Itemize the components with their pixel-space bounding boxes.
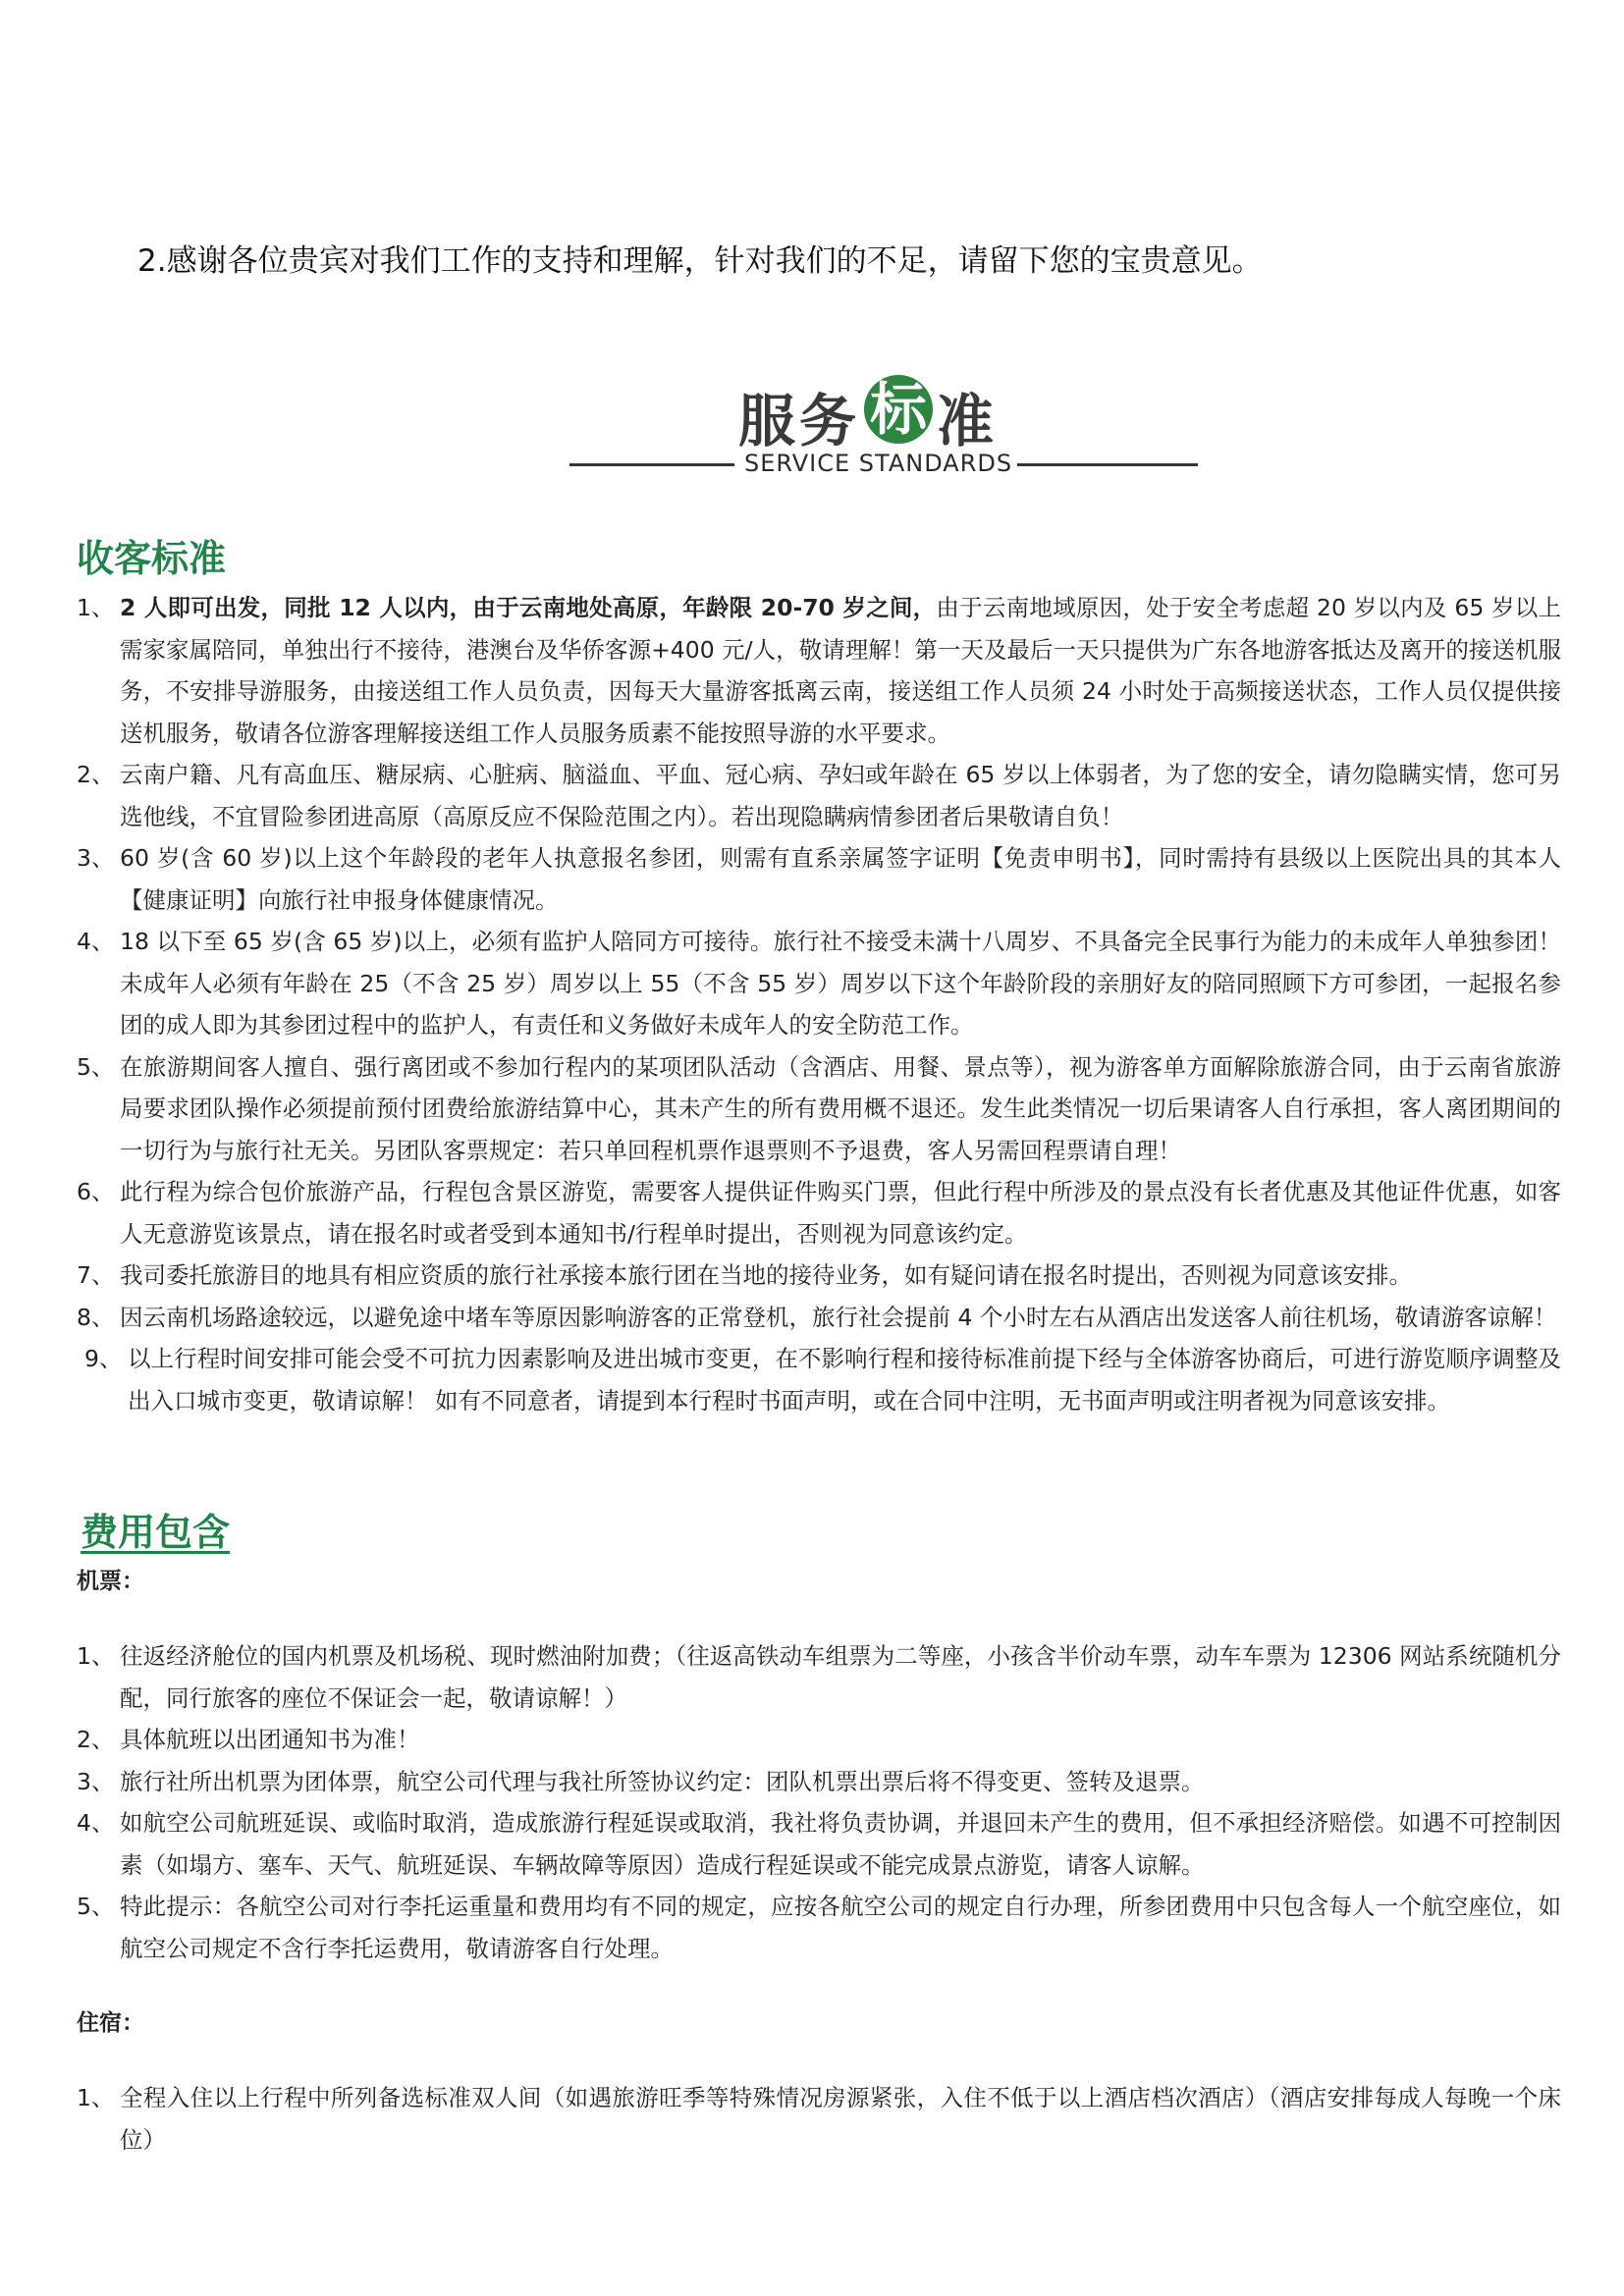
subsection-label-air: 机票： [77,1569,144,1594]
item-text: 因云南机场路途较远，以避免途中堵车等原因影响游客的正常登机，旅行社会提前 4 个小时左右从酒店出发送客人前往机场，敬请游客谅解！ [120,1303,1557,1331]
list-item [77,921,1561,1046]
item-number: 2、 [77,1726,115,1753]
item-number: 4、 [77,928,115,955]
item-text: 云南户籍、凡有高血压、糖尿病、心脏病、脑溢血、平血、冠心病、孕妇或年龄在 65 岁以上体弱者，为了您的安全，请勿隐瞒实情，您可另选他线，不宜冒险参团进高原（高原反应不保险范围之内）。若出现隐瞒病情参团者后果敬请自负！ [120,761,1561,830]
item-text: 旅行社所出机票为团体票，航空公司代理与我社所签协议约定：团队机票出票后将不得变更、签转及退票。 [120,1767,1205,1795]
item-number: 1、 [77,1642,115,1670]
item-number: 9、 [84,1345,123,1372]
list-item [77,1886,1561,1969]
item-number: 2、 [77,761,115,788]
list-item [77,1046,1561,1172]
item-number: 5、 [77,1052,115,1081]
service-standards-logo [569,373,1198,481]
item-number: 8、 [77,1303,115,1331]
section-title-reception: 收客标准 [77,537,227,580]
logo-divider-right [1017,463,1198,466]
item-text: 此行程为综合包价旅游产品，行程包含景区游览，需要客人提供证件购买门票，但此行程中所涉及的景点没有长者优惠及其他证件优惠，如客人无意游览该景点，请在报名时或者受到本通知书/行程单时提出，否则视为同意该约定。 [120,1178,1561,1248]
item-text: 全程入住以上行程中所列备选标准双人间（如遇旅游旺季等特殊情况房源紧张，入住不低于以上酒店档次酒店）（酒店安排每成人每晚一个床位） [120,2084,1561,2154]
item-text: 往返经济舱位的国内机票及机场税、现时燃油附加费；（往返高铁动车组票为二等座，小孩含半价动车票，动车车票为 12306 网站系统随机分配，同行旅客的座位不保证会一起，敬请谅解！） [120,1642,1561,1712]
list-item [77,2077,1561,2161]
logo-text-pre: 服务 [738,388,861,454]
section-title-included: 费用包含 [81,1511,231,1554]
list-item [77,1802,1561,1886]
item-number: 3、 [77,1767,115,1795]
list-item [77,1761,1561,1803]
logo-divider-left [569,463,734,466]
item-text: 60 岁(含 60 岁)以上这个年龄段的老年人执意报名参团，则需有直系亲属签字证明【免责申明书】，同时需持有县级以上医院出具的其本人【健康证明】向旅行社申报身体健康情况。 [120,844,1561,914]
item-text: 具体航班以出团通知书为准！ [120,1726,420,1753]
subsection-label-hotel: 住宿： [77,2010,144,2036]
item-number: 4、 [77,1809,115,1837]
item-number: 1、 [77,2084,115,2111]
list-item [77,754,1561,837]
item-text: 特此提示：各航空公司对行李托运重量和费用均有不同的规定，应按各航空公司的规定自行办理，所参团费用中只包含每人一个航空座位，如航空公司规定不含行李托运费用，敬请游客自行处理。 [120,1893,1561,1962]
air-ticket-list [77,1635,1561,1969]
item-number: 6、 [77,1178,115,1205]
item-number: 3、 [77,844,115,872]
logo-circle-mark: 标 [864,375,933,444]
item-text: 在旅游期间客人擅自、强行离团或不参加行程内的某项团队活动（含酒店、用餐、景点等），视为游客单方面解除旅游合同，由于云南省旅游局要求团队操作必须提前预付团费给旅游结算中心，其未产生的所有费用概不退还。发生此类情况一切后果请客人自行承担，客人离团期间的一切行为与旅行社无关。另团队客票规定：若只单回程机票作退票则不予退费，客人另需回程票请自理！ [120,1052,1561,1164]
logo-english-title: SERVICE STANDARDS [744,450,1013,477]
list-item [77,1297,1561,1339]
item-text: 我司委托旅游目的地具有相应资质的旅行社承接本旅行团在当地的接待业务，如有疑问请在报名时提出，否则视为同意该安排。 [120,1261,1412,1289]
list-item [77,1635,1561,1719]
hotel-list [77,2077,1561,2161]
item-text: 如航空公司航班延误、或临时取消，造成旅游行程延误或取消，我社将负责协调，并退回未产生的费用，但不承担经济赔偿。如遇不可控制因素（如塌方、塞车、天气、航班延误、车辆故障等原因）造成行程延误或不能完成景点游览，请客人谅解。 [120,1809,1561,1879]
list-item [77,837,1561,921]
logo-text-post: 准 [937,388,999,454]
item-number: 1、 [77,594,115,621]
list-item [77,1719,1561,1761]
item-text [120,587,1561,754]
list-item [77,1171,1561,1255]
item-rest-text: 由于云南地域原因，处于安全考虑超 20 岁以内及 65 岁以上需家家属陪同，单独出行不接待，港澳台及华侨客源+400 元/人，敬请理解！第一天及最后一天只提供为广东各地游客抵达及离开的接送机服务，不安排导游服务，由接送组工作人员负责，因每天大量游客抵离云南，接送组工作人员须 24 小时处于高频接送状态，工作人员仅提供接送机服务，敬请各位游客理解接送组工作人员服务质素不能按照导游的水平要求。 [120,594,1562,747]
item-number: 7、 [77,1261,115,1289]
logo-chinese-title [738,375,998,457]
list-item [77,1255,1561,1297]
list-item [77,587,1561,754]
intro-text: 2.感谢各位贵宾对我们工作的支持和理解，针对我们的不足，请留下您的宝贵意见。 [137,243,1263,279]
item-text: 以上行程时间安排可能会受不可抗力因素影响及进出城市变更，在不影响行程和接待标准前提下经与全体游客协商后，可进行游览顺序调整及出入口城市变更，敬请谅解！ 如有不同意者，请提到本行程时书面声明，或在合同中注明，无书面声明或注明者视为同意该安排。 [128,1345,1561,1415]
reception-list [77,587,1561,1421]
item-number: 5、 [77,1893,115,1920]
item-bold-text: 2 人即可出发，同批 12 人以内，由于云南地处高原，年龄限 20-70 岁之间， [120,594,937,621]
list-item [84,1338,1561,1421]
item-text: 18 以下至 65 岁(含 65 岁)以上，必须有监护人陪同方可接待。旅行社不接受未满十八周岁、不具备完全民事行为能力的未成年人单独参团！未成年人必须有年龄在 25（不含 25 岁）周岁以上 55（不含 55 岁）周岁以下这个年龄阶段的亲朋好友的陪同照顾下方可参团，一起报名参团的成人即为其参团过程中的监护人，有责任和义务做好未成年人的安全防范工作。 [120,928,1561,1039]
